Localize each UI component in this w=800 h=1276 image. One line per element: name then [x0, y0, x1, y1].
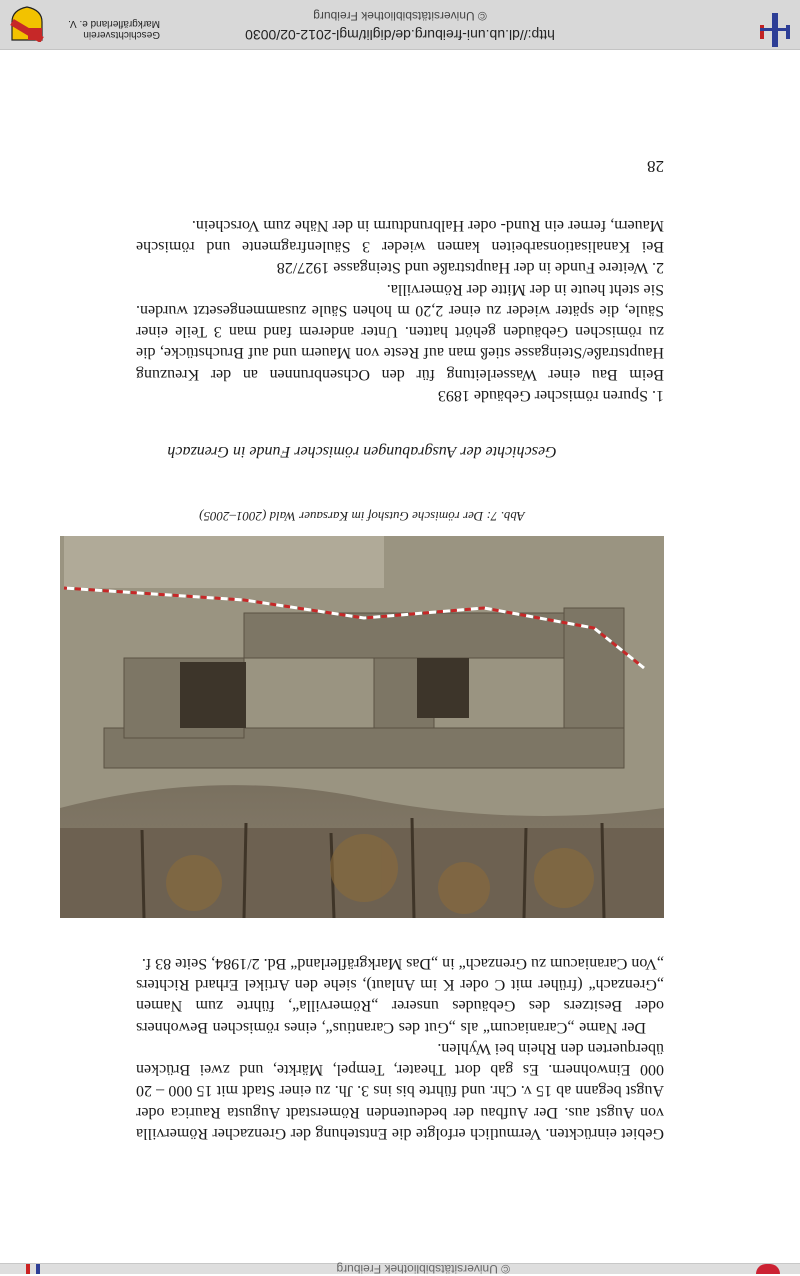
- society-crest-icon: [10, 6, 44, 42]
- item-1-text: Beim Bau einer Wasserleitung für den Ochsenbrunnen an der Kreuzung Hauptstraße/Steingasse stieß man auf Reste von Mauern und auf Bruchstücke, die zu römischen Gebäuden gehört hatten. Unter anderem fand man 3 Teile einer Säule, die später wieder zu einer 2,20 m hohen Säule zusammengesetzt wurden. Sie steht heute in der Mitte der Römervilla.: [136, 280, 664, 383]
- section-title: Geschichte der Ausgrabungen römischer Funde in Grenzach: [167, 443, 557, 460]
- footer-bar: [0, 0, 800, 50]
- footer-copyright: © Universitätsbibliothek Freiburg: [313, 9, 487, 23]
- society-name: [50, 18, 160, 40]
- library-logo-icon: [36, 1264, 40, 1274]
- intro-paragraph-1: Gebiet einrückten. Vermutlich erfolgte die Entstehung der Grenzacher Römervilla von Augst aus. Der Aufbau der bedeutenden Römerstadt Augusta Raurica oder Augst begann ab 15 v. Chr. und führte bis ins 3. Jh. zu einer Stadt mit 15 000 – 20 000 Einwohnern. Es gab dort Theater, Tempel, Märkte, und zwei Brücken überquerten den Rhein bei Wyhlen.: [136, 1039, 664, 1142]
- excavation-photo-image: [60, 536, 664, 918]
- library-logo-icon-red: [26, 1264, 30, 1274]
- page-number: 28: [647, 157, 664, 176]
- intro-paragraph-2: Der Name „Caraniacum“ als „Gut des Carantius“, eines römischen Bewohners oder Besitzers des Gebäudes unserer „Römervilla“, führte zum Namen „Grenzach“ (früher mit C oder K im Anlaut), siehe den Artikel Erhard Richters „Von Caraniacum zu Grenzach“ in „Das Markgräflerland“ Bd. 2/1984, Seite 83 f.: [136, 954, 664, 1036]
- intro-text: [136, 952, 664, 1144]
- society-line-2: Markgräflerland e. V.: [68, 18, 160, 29]
- figure-caption: Abb. 7: Der römische Gutshof im Karsauer Wald (2001–2005): [199, 509, 525, 524]
- section-body: [136, 214, 664, 406]
- header-copyright-remnant: © Universitätsbibliothek Freiburg: [336, 1262, 510, 1276]
- item-2-text: Bei Kanalisationsarbeiten kamen wieder 3 Säulenfragmente und römische Mauern, ferner ein Rund- oder Halbrundturm in der Nähe zum Vorschein.: [136, 216, 664, 255]
- excavation-photo: [60, 536, 664, 918]
- item-2-heading: 2. Weitere Funde in der Hauptstraße und Steingasse 1927/28: [276, 259, 664, 277]
- crest-icon: [756, 1264, 780, 1274]
- society-line-1: Geschichtsverein: [83, 29, 160, 40]
- item-1-heading: 1. Spuren römischer Gebäude 1893: [437, 387, 664, 404]
- footer-url[interactable]: http://dl.ub.uni-freiburg.de/diglit/mgl-2012-02/0030: [245, 27, 555, 43]
- header-bar-remnant: [0, 1263, 800, 1274]
